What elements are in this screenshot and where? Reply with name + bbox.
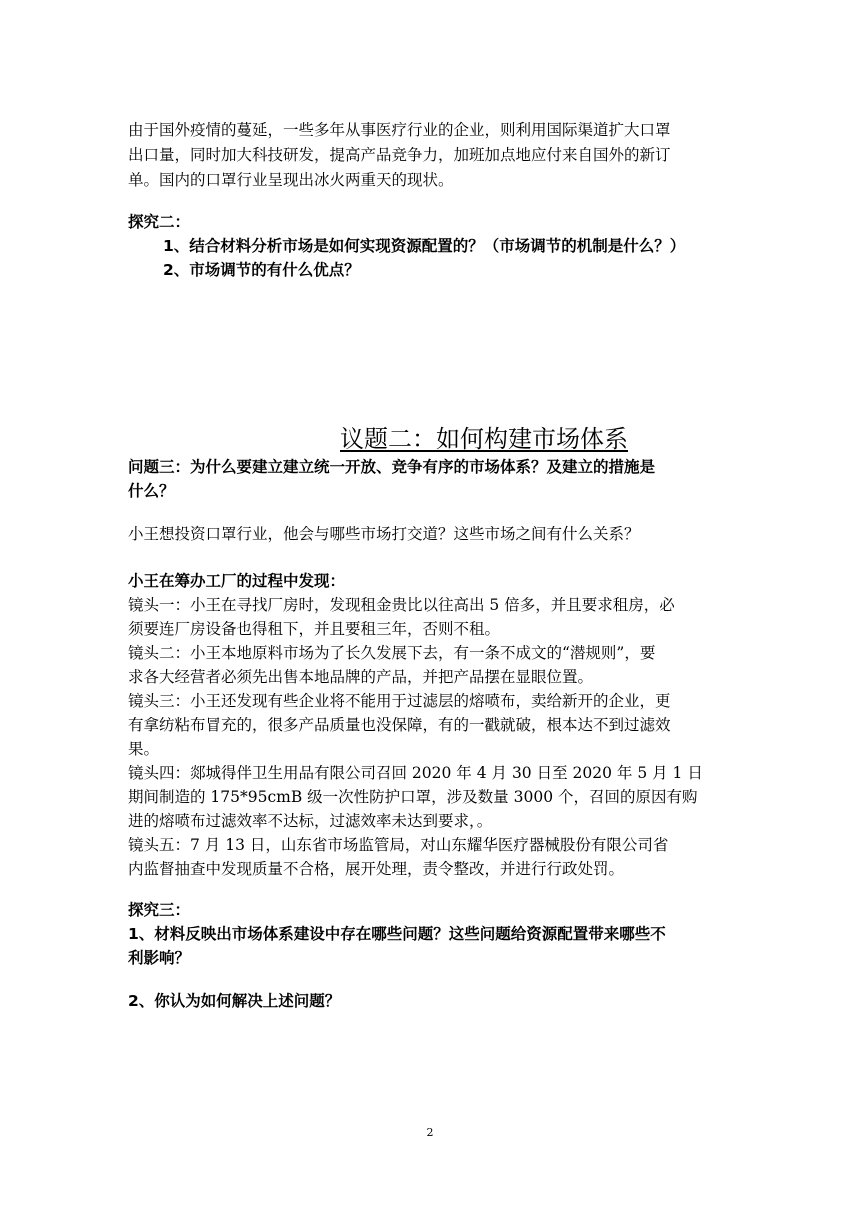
page-number: 2 — [426, 1126, 434, 1139]
topic2-title: 议题二：如何构建市场体系 — [340, 425, 628, 453]
shot-line-6: 有拿纺粘布冒充的，很多产品质量也没保障，有的一戳就破，根本达不到过滤效 — [128, 716, 671, 734]
shot-line-4: 求各大经营者必须先出售本地品牌的产品，并把产品摆在显眼位置。 — [128, 668, 594, 686]
question3-line-2: 什么？ — [128, 482, 175, 500]
shot-line-11: 镜头五：7 月 13 日，山东省市场监管局，对山东耀华医疗器械股份有限公司省 — [128, 836, 669, 854]
explore2-question-1: 1、结合材料分析市场是如何实现资源配置的？（市场调节的机制是什么？） — [163, 237, 686, 255]
explore2-question-2: 2、市场调节的有什么优点？ — [163, 261, 360, 279]
question3-line-1: 问题三：为什么要建立建立统一开放、竞争有序的市场体系？及建立的措施是 — [128, 458, 656, 476]
shot-line-8: 镜头四：郯城得伴卫生用品有限公司召回 2020 年 4 月 30 日至 2020 年 5 月 1 日 — [128, 764, 703, 782]
intro-line-3: 单。国内的口罩行业呈现出冰火两重天的现状。 — [128, 171, 454, 189]
explore3-question-1-line-1: 1、材料反映出市场体系建设中存在哪些问题？这些问题给资源配置带来哪些不 — [128, 925, 666, 943]
shot-line-10: 进的熔喷布过滤效率不达标，过滤效率未达到要求，。 — [128, 812, 493, 830]
shot-line-12: 内监督抽查中发现质量不合格，展开处理，责令整改，并进行行政处罚。 — [128, 860, 625, 878]
explore3-question-1-line-2: 利影响？ — [128, 949, 191, 967]
explore3-heading: 探究三： — [128, 901, 191, 919]
intro-line-2: 出口量，同时加大科技研发，提高产品竞争力，加班加点地应付来自国外的新订 — [128, 146, 671, 164]
shot-line-3: 镜头二：小王本地原料市场为了长久发展下去，有一条不成文的“潜规则”，要 — [128, 644, 656, 662]
explore2-heading: 探究二： — [128, 213, 191, 231]
finding-heading: 小王在筹办工厂的过程中发现： — [128, 572, 346, 590]
xiaowang-question: 小王想投资口罩行业，他会与哪些市场打交道？这些市场之间有什么关系？ — [128, 525, 640, 543]
intro-line-1: 由于国外疫情的蔓延，一些多年从事医疗行业的企业，则利用国际渠道扩大口罩 — [128, 121, 671, 139]
shot-line-5: 镜头三：小王还发现有些企业将不能用于过滤层的熔喷布，卖给新开的企业，更 — [128, 692, 671, 710]
shot-line-9: 期间制造的 175*95cmB 级一次性防护口罩，涉及数量 3000 个，召回的原因有购 — [128, 788, 698, 806]
explore3-question-2: 2、你认为如何解决上述问题？ — [128, 992, 341, 1010]
shot-line-7: 果。 — [128, 740, 160, 758]
shot-line-1: 镜头一：小王在寻找厂房时，发现租金贵比以往高出 5 倍多，并且要求租房，必 — [128, 596, 675, 614]
shot-line-2: 须要连厂房设备也得租下，并且要租三年，否则不租。 — [128, 620, 501, 638]
